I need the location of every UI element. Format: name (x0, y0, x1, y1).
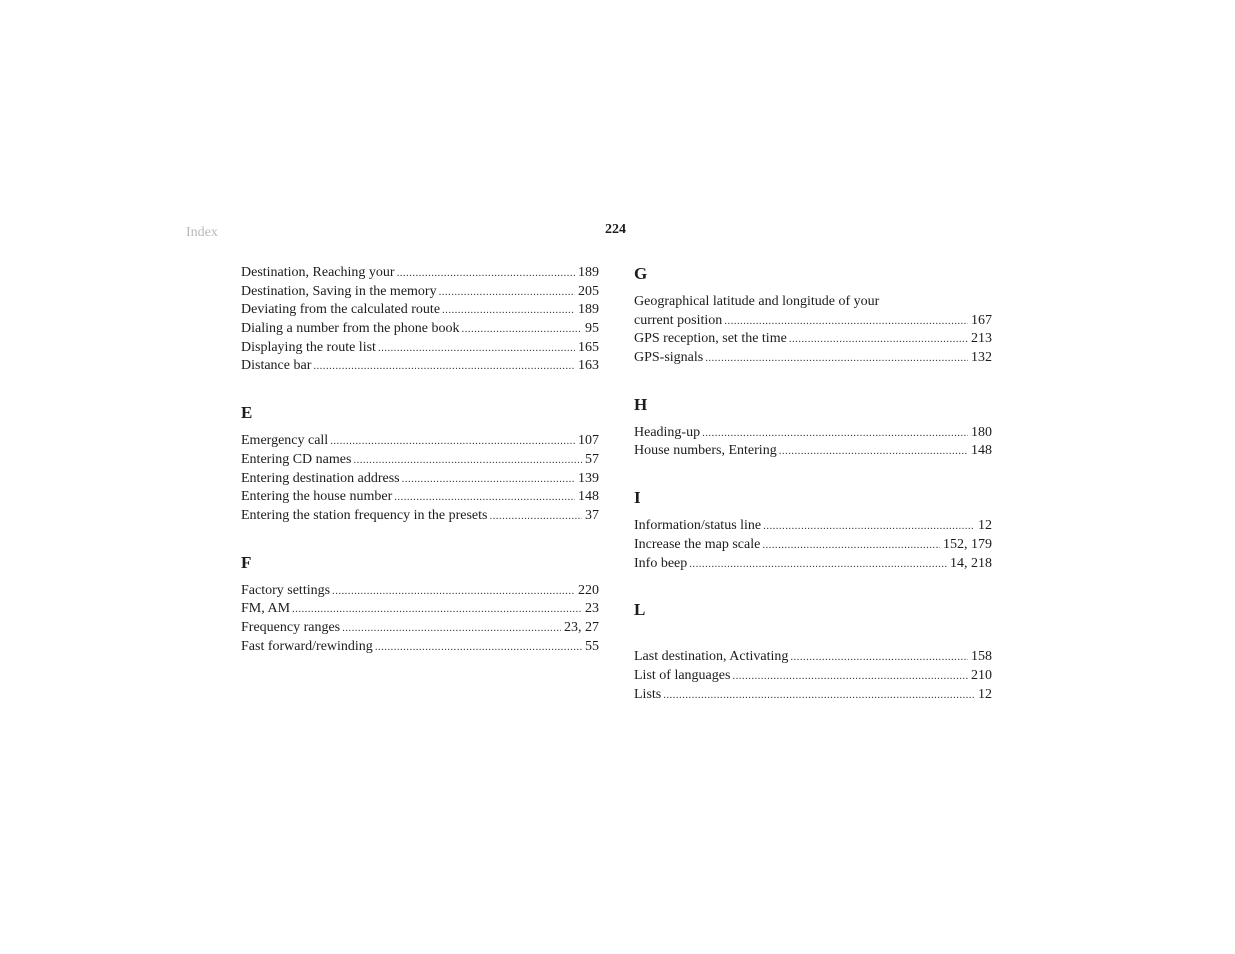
entry-term: Information/status line (634, 518, 762, 534)
entry-pages: 23, 27 (564, 619, 599, 635)
dot-leader (663, 686, 975, 705)
index-column-right (634, 264, 992, 704)
entry-term: Entering the station frequency in the presets (241, 507, 488, 523)
dot-leader (332, 582, 575, 601)
entry-term: GPS reception, set the time (634, 331, 787, 347)
dot-leader (353, 451, 582, 470)
entry-pages: 220 (578, 582, 599, 598)
dot-leader (702, 424, 968, 443)
index-entry (241, 600, 599, 619)
entry-pages: 210 (971, 667, 992, 683)
entry-pages: 148 (578, 489, 599, 505)
entry-pages: 57 (585, 451, 599, 467)
index-section-l (634, 600, 992, 704)
index-entry (241, 488, 599, 507)
dot-leader (397, 264, 575, 283)
index-entry (634, 442, 992, 461)
entry-pages: 37 (585, 507, 599, 523)
dot-leader (394, 488, 575, 507)
section-letter: H (634, 394, 648, 414)
entry-term: Last destination, Activating (634, 649, 789, 665)
index-entry (241, 582, 599, 601)
dot-leader (378, 339, 575, 358)
entry-term: Info beep (634, 555, 688, 571)
entry-pages: 163 (578, 358, 599, 374)
index-entry (634, 555, 992, 574)
entry-pages: 213 (971, 331, 992, 347)
entry-term: Increase the map scale (634, 536, 761, 552)
index-entry (241, 301, 599, 320)
index-entry (634, 424, 992, 443)
entry-pages: 107 (578, 433, 599, 449)
index-entry (634, 536, 992, 555)
index-entry (241, 264, 599, 283)
entry-pages: 205 (578, 283, 599, 299)
entry-pages: 95 (585, 321, 599, 337)
entry-pages: 132 (971, 350, 992, 366)
entry-term: Lists (634, 686, 662, 702)
index-entry (634, 349, 992, 368)
index-entry (241, 432, 599, 451)
dot-leader (762, 536, 940, 555)
entry-pages: 12 (978, 518, 992, 534)
entry-pages: 14, 218 (950, 555, 992, 571)
entry-term: FM, AM (241, 601, 291, 617)
entry-term: Frequency ranges (241, 619, 341, 635)
dot-leader (732, 667, 968, 686)
entry-pages: 55 (585, 638, 599, 654)
index-column-left (241, 264, 599, 656)
entry-term: Entering CD names (241, 451, 352, 467)
entry-term: current position (634, 312, 723, 328)
entry-pages: 23 (585, 601, 599, 617)
page-number: 224 (605, 222, 626, 237)
index-entry (241, 619, 599, 638)
entry-term: List of languages (634, 667, 731, 683)
dot-leader (313, 357, 575, 376)
index-entry (634, 648, 992, 667)
dot-leader (342, 619, 561, 638)
dot-leader (462, 320, 582, 339)
index-entry (241, 638, 599, 657)
dot-leader (779, 442, 968, 461)
section-letter: I (634, 488, 641, 508)
dot-leader (442, 301, 575, 320)
entry-pages: 189 (578, 302, 599, 318)
section-letter: F (241, 552, 252, 572)
entry-pages: 165 (578, 339, 599, 355)
dot-leader (330, 432, 575, 451)
index-section-f (241, 553, 599, 657)
dot-leader (402, 470, 575, 489)
entry-term: House numbers, Entering (634, 443, 777, 459)
entry-pages: 139 (578, 470, 599, 486)
entry-pages: 12 (978, 686, 992, 702)
index-entry (241, 470, 599, 489)
index-entry (634, 517, 992, 536)
entry-term: Distance bar (241, 358, 312, 374)
index-section-e (241, 403, 599, 525)
section-letter: E (241, 403, 253, 423)
entry-pages: 180 (971, 424, 992, 440)
index-section-d (241, 264, 599, 376)
entry-term: Dialing a number from the phone book (241, 321, 460, 337)
dot-leader (689, 555, 947, 574)
entry-pages: 152, 179 (943, 536, 992, 552)
dot-leader (292, 600, 582, 619)
section-letter: L (634, 600, 646, 620)
entry-term: Emergency call (241, 433, 329, 449)
index-entry (241, 451, 599, 470)
entry-term: Displaying the route list (241, 339, 376, 355)
index-entry (241, 357, 599, 376)
section-label: Index (186, 225, 218, 240)
entry-term: GPS-signals (634, 350, 704, 366)
index-entry (241, 339, 599, 358)
dot-leader (724, 312, 968, 331)
dot-leader (439, 283, 575, 302)
entry-term: Factory settings (241, 582, 331, 598)
entry-term: Heading-up (634, 424, 701, 440)
entry-term: Deviating from the calculated route (241, 302, 441, 318)
dot-leader (790, 648, 968, 667)
index-entry (634, 667, 992, 686)
entry-term: Fast forward/rewinding (241, 638, 373, 654)
section-letter: G (634, 264, 648, 283)
entry-pages: 167 (971, 312, 992, 328)
entry-term: Destination, Saving in the memory (241, 283, 437, 299)
entry-term-continued: Geographical latitude and longitude of your (634, 294, 880, 309)
index-entry (241, 283, 599, 302)
dot-leader (489, 507, 582, 526)
index-section-g (634, 264, 992, 368)
index-entry (241, 507, 599, 526)
entry-pages: 158 (971, 649, 992, 665)
index-section-i (634, 488, 992, 573)
dot-leader (705, 349, 968, 368)
entry-pages: 189 (578, 265, 599, 280)
dot-leader (789, 330, 968, 349)
dot-leader (375, 638, 582, 657)
index-entry (634, 686, 992, 705)
index-section-h (634, 395, 992, 461)
entry-term: Entering destination address (241, 470, 400, 486)
entry-term: Destination, Reaching your (241, 265, 395, 280)
dot-leader (763, 517, 975, 536)
index-entry (634, 330, 992, 349)
index-entry (634, 312, 992, 331)
entry-pages: 148 (971, 443, 992, 459)
entry-term: Entering the house number (241, 489, 393, 505)
index-entry (241, 320, 599, 339)
